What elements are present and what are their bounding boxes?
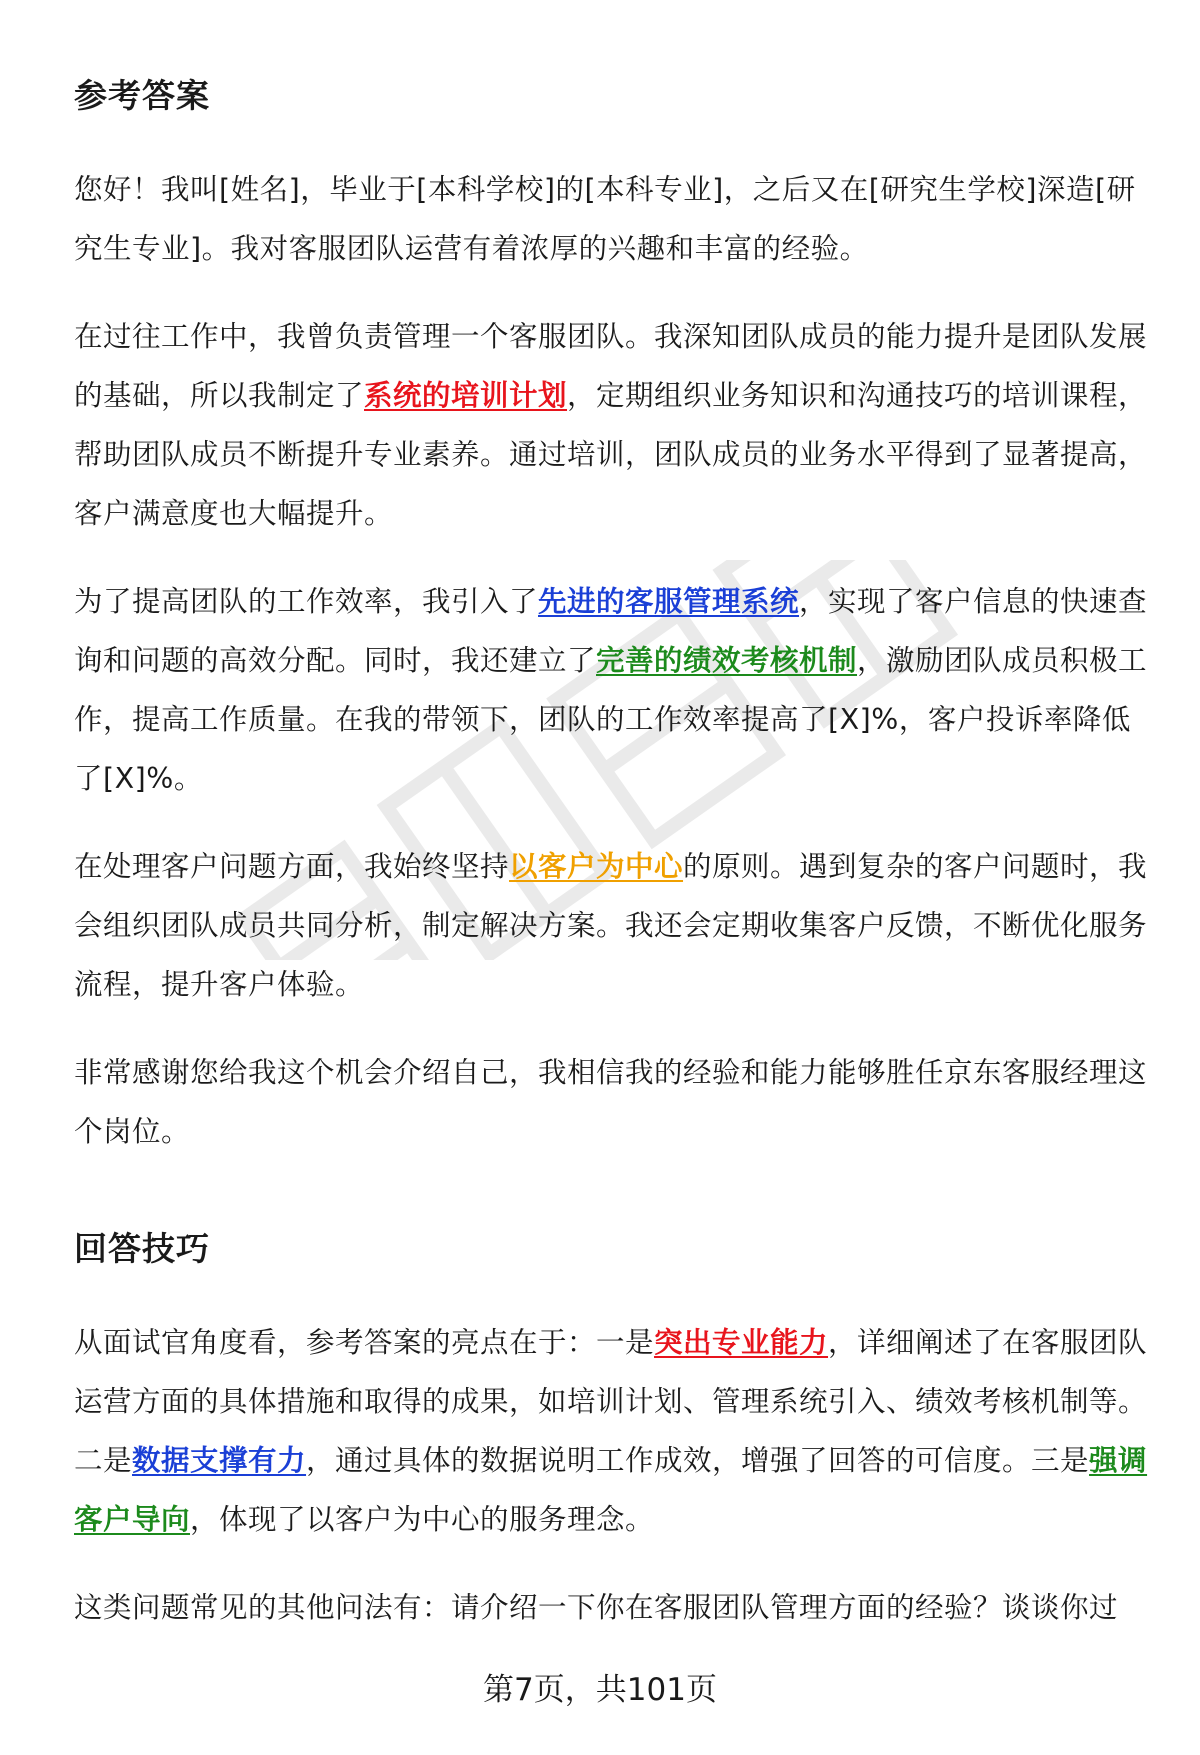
text-run: 这类问题常见的其他问法有：请介绍一下你在客服团队管理方面的经验？谈谈你过 bbox=[74, 1591, 1119, 1624]
page-number-footer: 第7页，共101页 bbox=[483, 1672, 717, 1708]
answer-tips-heading: 回答技巧 bbox=[74, 1229, 210, 1268]
reference-paragraph-4 bbox=[74, 837, 1154, 1014]
text-run: 的原则。遇到复杂的客户问题时，我会组织团队成员共同分析，制定解决方案。我还会定期收集客户反馈，不断优化服务流程，提升客户体验。 bbox=[74, 850, 1148, 1001]
text-run: 为了提高团队的工作效率，我引入了 bbox=[74, 585, 539, 618]
highlight-blue-phrase: 先进的客服管理系统 bbox=[538, 585, 800, 618]
text-run: 非常感谢您给我这个机会介绍自己，我相信我的经验和能力能够胜任京东客服经理这个岗位。 bbox=[74, 1056, 1148, 1148]
reference-paragraph-5 bbox=[74, 1043, 1154, 1161]
reference-paragraph-1 bbox=[74, 160, 1154, 278]
reference-answer-section bbox=[74, 66, 1154, 1161]
highlight-red-phrase: 突出专业能力 bbox=[654, 1326, 829, 1359]
highlight-green-phrase: 强调客户导向 bbox=[74, 1444, 1148, 1536]
reference-paragraph-3 bbox=[74, 572, 1154, 808]
highlight-green-phrase: 完善的绩效考核机制 bbox=[596, 644, 858, 677]
text-run: ，定期组织业务知识和沟通技巧的培训课程，帮助团队成员不断提升专业素养。通过培训，团队成员的业务水平得到了显著提高，客户满意度也大幅提升。 bbox=[74, 379, 1148, 530]
answer-tips-section bbox=[74, 1219, 1154, 1637]
highlight-orange-phrase: 以客户为中心 bbox=[509, 850, 684, 883]
text-run: ，激励团队成员积极工作，提高工作质量。在我的带领下，团队的工作效率提高了[X]%，客户投诉率降低了[X]%。 bbox=[74, 644, 1148, 795]
reference-answer-heading: 参考答案 bbox=[74, 76, 210, 115]
tips-paragraph-1 bbox=[74, 1313, 1154, 1549]
highlight-blue-phrase: 数据支撑有力 bbox=[132, 1444, 307, 1477]
text-run: 从面试官角度看，参考答案的亮点在于：一是 bbox=[74, 1326, 655, 1359]
tips-paragraph-2 bbox=[74, 1578, 1154, 1637]
text-run: ，详细阐述了在客服团队运营方面的具体措施和取得的成果，如培训计划、管理系统引入、绩效考核机制等。二是 bbox=[74, 1326, 1148, 1477]
text-run: 在过往工作中，我曾负责管理一个客服团队。我深知团队成员的能力提升是团队发展的基础，所以我制定了 bbox=[74, 320, 1148, 412]
document-content bbox=[74, 66, 1154, 1637]
text-run: ，体现了以客户为中心的服务理念。 bbox=[190, 1503, 655, 1536]
text-run: ，实现了客户信息的快速查询和问题的高效分配。同时，我还建立了 bbox=[74, 585, 1148, 677]
highlight-red-phrase: 系统的培训计划 bbox=[364, 379, 568, 412]
text-run: 您好！我叫[姓名]，毕业于[本科学校]的[本科专业]，之后又在[研究生学校]深造[研究生专业]。我对客服团队运营有着浓厚的兴趣和丰富的经验。 bbox=[74, 173, 1136, 265]
text-run: ，通过具体的数据说明工作成效，增强了回答的可信度。三是 bbox=[306, 1444, 1090, 1477]
text-run: 在处理客户问题方面，我始终坚持 bbox=[74, 850, 510, 883]
reference-paragraph-2 bbox=[74, 307, 1154, 543]
